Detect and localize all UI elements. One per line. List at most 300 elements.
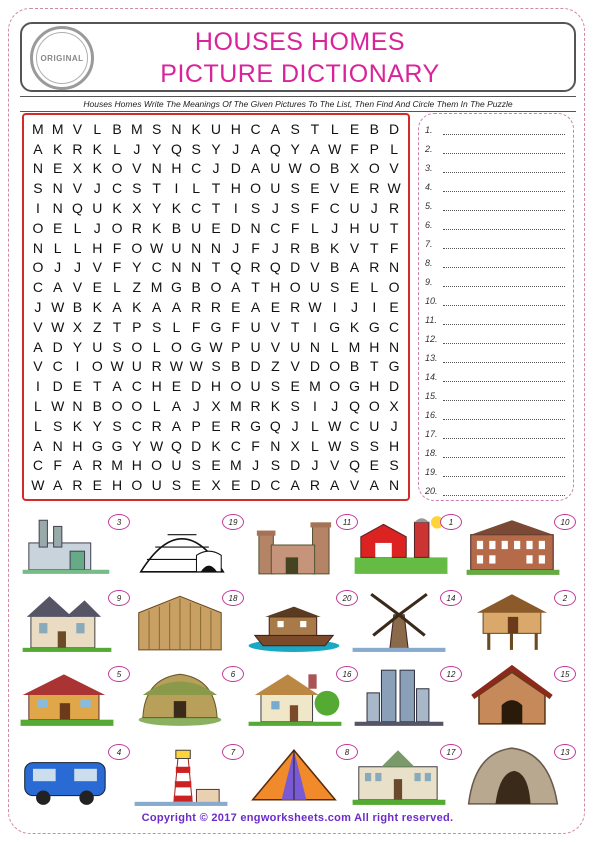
puzzle-letter[interactable]: S	[270, 378, 281, 395]
puzzle-letter[interactable]: A	[250, 298, 261, 315]
puzzle-letter[interactable]: Y	[151, 200, 162, 217]
puzzle-letter[interactable]: N	[151, 160, 162, 177]
puzzle-letter[interactable]: T	[211, 180, 221, 197]
puzzle-letter[interactable]: D	[52, 378, 63, 395]
puzzle-letter[interactable]: U	[250, 378, 261, 395]
puzzle-letter[interactable]: O	[368, 160, 380, 177]
puzzle-letter[interactable]: J	[291, 417, 299, 434]
puzzle-letter[interactable]: T	[310, 120, 320, 137]
puzzle-letter[interactable]: O	[151, 457, 163, 474]
puzzle-letter[interactable]: R	[250, 397, 261, 414]
puzzle-letter[interactable]: L	[390, 140, 398, 157]
puzzle-letter[interactable]: E	[369, 457, 379, 474]
puzzle-letter[interactable]: I	[35, 378, 40, 395]
puzzle-letter[interactable]: K	[171, 200, 182, 217]
puzzle-letter[interactable]: N	[270, 437, 281, 454]
puzzle-letter[interactable]: W	[110, 358, 124, 375]
puzzle-letter[interactable]: X	[389, 397, 399, 414]
puzzle-letter[interactable]: S	[211, 358, 221, 375]
puzzle-letter[interactable]: F	[290, 219, 300, 236]
puzzle-letter[interactable]: E	[72, 378, 83, 395]
puzzle-letter[interactable]: B	[310, 239, 320, 256]
puzzle-letter[interactable]: L	[53, 239, 62, 256]
puzzle-letter[interactable]: J	[73, 259, 81, 276]
puzzle-letter[interactable]: S	[33, 180, 43, 197]
puzzle-letter[interactable]: E	[211, 417, 221, 434]
puzzle-letter[interactable]: B	[330, 259, 340, 276]
puzzle-letter[interactable]: U	[151, 477, 162, 494]
puzzle-letter[interactable]: N	[72, 397, 83, 414]
puzzle-letter[interactable]: R	[389, 200, 400, 217]
puzzle-letter[interactable]: D	[230, 219, 241, 236]
puzzle-letter[interactable]: T	[152, 180, 161, 197]
puzzle-letter[interactable]: A	[270, 120, 281, 137]
puzzle-letter[interactable]: W	[150, 239, 164, 256]
puzzle-letter[interactable]: E	[270, 298, 281, 315]
puzzle-letter[interactable]: E	[92, 477, 102, 494]
puzzle-letter[interactable]: E	[171, 378, 182, 395]
puzzle-letter[interactable]: S	[171, 477, 182, 494]
puzzle-letter[interactable]: C	[151, 259, 162, 276]
puzzle-letter[interactable]: N	[309, 338, 320, 355]
puzzle-letter[interactable]: N	[32, 160, 43, 177]
answer-blank-line[interactable]	[443, 314, 565, 325]
puzzle-letter[interactable]: W	[51, 397, 65, 414]
answer-blank-line[interactable]	[443, 257, 565, 268]
puzzle-letter[interactable]: N	[389, 338, 400, 355]
puzzle-letter[interactable]: E	[389, 298, 399, 315]
puzzle-letter[interactable]: E	[310, 180, 320, 197]
puzzle-letter[interactable]: A	[290, 477, 300, 494]
answer-blank-line[interactable]	[443, 162, 565, 173]
puzzle-letter[interactable]: E	[191, 477, 201, 494]
puzzle-letter[interactable]: A	[33, 338, 43, 355]
puzzle-letter[interactable]: L	[192, 180, 201, 197]
puzzle-letter[interactable]: I	[312, 397, 317, 414]
puzzle-letter[interactable]: N	[389, 477, 400, 494]
puzzle-letter[interactable]: S	[290, 120, 300, 137]
puzzle-letter[interactable]: D	[230, 160, 241, 177]
puzzle-letter[interactable]: S	[330, 279, 340, 296]
puzzle-letter[interactable]: Y	[132, 437, 142, 454]
puzzle-letter[interactable]: R	[369, 259, 380, 276]
puzzle-letter[interactable]: Q	[170, 437, 182, 454]
answer-blank-line[interactable]	[443, 276, 565, 287]
puzzle-letter[interactable]: M	[309, 378, 321, 395]
puzzle-letter[interactable]: S	[191, 140, 201, 157]
puzzle-letter[interactable]: V	[310, 259, 320, 276]
puzzle-letter[interactable]: K	[330, 239, 340, 256]
puzzle-letter[interactable]: G	[210, 318, 222, 335]
puzzle-letter[interactable]: S	[389, 457, 399, 474]
puzzle-letter[interactable]: L	[93, 120, 102, 137]
puzzle-letter[interactable]: K	[112, 200, 122, 217]
puzzle-letter[interactable]: Q	[170, 140, 182, 157]
puzzle-letter[interactable]: S	[349, 437, 360, 454]
puzzle-letter[interactable]: T	[211, 259, 221, 276]
puzzle-letter[interactable]: U	[349, 200, 360, 217]
puzzle-letter[interactable]: U	[92, 338, 103, 355]
puzzle-letter[interactable]: O	[131, 477, 143, 494]
puzzle-letter[interactable]: W	[387, 180, 401, 197]
puzzle-letter[interactable]: O	[131, 239, 143, 256]
puzzle-letter[interactable]: E	[211, 219, 221, 236]
puzzle-letter[interactable]: P	[191, 417, 201, 434]
puzzle-letter[interactable]: E	[53, 160, 63, 177]
puzzle-letter[interactable]: R	[72, 477, 83, 494]
puzzle-letter[interactable]: E	[92, 279, 102, 296]
puzzle-letter[interactable]: H	[111, 477, 123, 494]
puzzle-letter[interactable]: U	[191, 219, 202, 236]
puzzle-letter[interactable]: U	[369, 417, 380, 434]
puzzle-letter[interactable]: N	[52, 437, 63, 454]
puzzle-letter[interactable]: J	[93, 180, 101, 197]
puzzle-letter[interactable]: X	[349, 160, 360, 177]
puzzle-letter[interactable]: H	[151, 378, 162, 395]
puzzle-letter[interactable]: S	[250, 200, 261, 217]
puzzle-letter[interactable]: R	[72, 140, 83, 157]
puzzle-letter[interactable]: C	[270, 219, 281, 236]
puzzle-letter[interactable]: T	[290, 318, 300, 335]
puzzle-letter[interactable]: Y	[151, 140, 162, 157]
puzzle-letter[interactable]: S	[191, 457, 201, 474]
puzzle-letter[interactable]: I	[372, 298, 377, 315]
puzzle-letter[interactable]: J	[331, 397, 339, 414]
puzzle-letter[interactable]: U	[309, 279, 320, 296]
puzzle-letter[interactable]: W	[51, 298, 65, 315]
puzzle-letter[interactable]: L	[330, 120, 339, 137]
puzzle-letter[interactable]: O	[131, 397, 143, 414]
puzzle-letter[interactable]: I	[332, 298, 337, 315]
puzzle-letter[interactable]: W	[209, 338, 223, 355]
puzzle-letter[interactable]: Q	[230, 259, 242, 276]
puzzle-letter[interactable]: B	[349, 358, 360, 375]
puzzle-letter[interactable]: X	[290, 437, 300, 454]
puzzle-letter[interactable]: A	[112, 378, 122, 395]
puzzle-letter[interactable]: O	[329, 358, 341, 375]
puzzle-letter[interactable]: M	[229, 397, 242, 414]
puzzle-letter[interactable]: U	[290, 338, 301, 355]
puzzle-letter[interactable]: W	[169, 358, 184, 375]
puzzle-letter[interactable]: A	[171, 298, 182, 315]
puzzle-letter[interactable]: N	[52, 200, 63, 217]
puzzle-letter[interactable]: O	[32, 219, 44, 236]
puzzle-letter[interactable]: F	[350, 140, 359, 157]
puzzle-letter[interactable]: I	[75, 358, 80, 375]
puzzle-letter[interactable]: E	[53, 219, 63, 236]
puzzle-letter[interactable]: W	[150, 437, 164, 454]
puzzle-letter[interactable]: J	[390, 417, 398, 434]
puzzle-letter[interactable]: N	[210, 239, 222, 256]
puzzle-letter[interactable]: O	[230, 378, 242, 395]
puzzle-letter[interactable]: V	[92, 259, 102, 276]
puzzle-letter[interactable]: K	[132, 298, 142, 315]
puzzle-letter[interactable]: C	[32, 457, 43, 474]
puzzle-letter[interactable]: O	[131, 338, 143, 355]
puzzle-letter[interactable]: K	[92, 298, 102, 315]
puzzle-letter[interactable]: U	[270, 180, 281, 197]
puzzle-letter[interactable]: O	[289, 279, 301, 296]
puzzle-letter[interactable]: L	[152, 397, 161, 414]
puzzle-letter[interactable]: C	[349, 417, 360, 434]
puzzle-letter[interactable]: N	[191, 259, 202, 276]
answer-blank-line[interactable]	[443, 181, 565, 192]
puzzle-letter[interactable]: J	[54, 259, 62, 276]
puzzle-letter[interactable]: A	[231, 279, 241, 296]
puzzle-letter[interactable]: L	[152, 338, 161, 355]
puzzle-letter[interactable]: H	[210, 378, 222, 395]
puzzle-letter[interactable]: U	[131, 358, 142, 375]
puzzle-letter[interactable]: A	[250, 140, 261, 157]
puzzle-letter[interactable]: V	[270, 318, 281, 335]
puzzle-letter[interactable]: H	[230, 180, 241, 197]
puzzle-letter[interactable]: R	[290, 298, 301, 315]
puzzle-letter[interactable]: A	[330, 477, 340, 494]
puzzle-letter[interactable]: Q	[269, 259, 281, 276]
puzzle-letter[interactable]: M	[111, 457, 123, 474]
puzzle-letter[interactable]: Y	[132, 259, 142, 276]
puzzle-letter[interactable]: V	[132, 160, 142, 177]
puzzle-letter[interactable]: D	[191, 437, 202, 454]
puzzle-letter[interactable]: A	[53, 477, 63, 494]
puzzle-letter[interactable]: B	[369, 120, 379, 137]
puzzle-letter[interactable]: A	[369, 477, 379, 494]
puzzle-letter[interactable]: D	[250, 358, 261, 375]
puzzle-letter[interactable]: P	[369, 140, 379, 157]
puzzle-letter[interactable]: D	[290, 259, 301, 276]
puzzle-letter[interactable]: A	[349, 259, 360, 276]
puzzle-letter[interactable]: L	[330, 338, 339, 355]
puzzle-letter[interactable]: H	[92, 239, 103, 256]
puzzle-letter[interactable]: A	[33, 140, 43, 157]
puzzle-letter[interactable]: S	[132, 180, 142, 197]
puzzle-letter[interactable]: V	[389, 160, 399, 177]
puzzle-letter[interactable]: A	[171, 397, 182, 414]
puzzle-letter[interactable]: I	[233, 200, 238, 217]
puzzle-letter[interactable]: L	[311, 219, 319, 236]
puzzle-letter[interactable]: R	[290, 239, 301, 256]
puzzle-letter[interactable]: G	[111, 437, 123, 454]
puzzle-letter[interactable]: K	[191, 120, 201, 137]
answer-blank-line[interactable]	[443, 447, 565, 458]
puzzle-letter[interactable]: L	[172, 318, 181, 335]
puzzle-letter[interactable]: U	[250, 338, 261, 355]
puzzle-letter[interactable]: A	[250, 160, 261, 177]
puzzle-letter[interactable]: Q	[269, 417, 281, 434]
puzzle-letter[interactable]: M	[150, 279, 163, 296]
puzzle-letter[interactable]: F	[112, 259, 122, 276]
answer-blank-line[interactable]	[443, 238, 565, 249]
puzzle-letter[interactable]: L	[33, 417, 42, 434]
puzzle-letter[interactable]: T	[370, 239, 379, 256]
puzzle-letter[interactable]: D	[389, 120, 400, 137]
puzzle-letter[interactable]: K	[92, 160, 102, 177]
puzzle-letter[interactable]: F	[191, 318, 201, 335]
answer-blank-line[interactable]	[443, 371, 565, 382]
puzzle-letter[interactable]: B	[171, 219, 182, 236]
puzzle-letter[interactable]: D	[52, 338, 63, 355]
puzzle-letter[interactable]: B	[112, 120, 122, 137]
puzzle-letter[interactable]: P	[132, 318, 142, 335]
puzzle-letter[interactable]: O	[170, 338, 182, 355]
puzzle-letter[interactable]: R	[151, 358, 162, 375]
puzzle-letter[interactable]: F	[251, 437, 260, 454]
puzzle-letter[interactable]: J	[351, 298, 359, 315]
puzzle-letter[interactable]: R	[210, 298, 222, 315]
puzzle-letter[interactable]: G	[368, 318, 380, 335]
answer-blank-line[interactable]	[443, 485, 565, 496]
puzzle-letter[interactable]: A	[310, 140, 320, 157]
answer-blank-line[interactable]	[443, 295, 565, 306]
puzzle-letter[interactable]: V	[72, 180, 83, 197]
puzzle-letter[interactable]: D	[250, 477, 261, 494]
puzzle-letter[interactable]: E	[349, 120, 360, 137]
puzzle-letter[interactable]: H	[369, 378, 380, 395]
puzzle-letter[interactable]: F	[112, 239, 122, 256]
puzzle-letter[interactable]: J	[93, 219, 101, 236]
puzzle-letter[interactable]: I	[35, 200, 40, 217]
puzzle-letter[interactable]: J	[34, 298, 42, 315]
puzzle-letter[interactable]: O	[210, 279, 222, 296]
puzzle-letter[interactable]: M	[131, 120, 143, 137]
puzzle-letter[interactable]: D	[290, 457, 301, 474]
puzzle-letter[interactable]: M	[32, 120, 44, 137]
puzzle-letter[interactable]: R	[309, 477, 320, 494]
puzzle-letter[interactable]: O	[111, 219, 123, 236]
puzzle-letter[interactable]: R	[151, 417, 162, 434]
puzzle-letter[interactable]: N	[32, 239, 43, 256]
puzzle-letter[interactable]: E	[231, 298, 241, 315]
puzzle-letter[interactable]: F	[53, 457, 62, 474]
puzzle-letter[interactable]: T	[92, 378, 102, 395]
puzzle-letter[interactable]: R	[230, 417, 241, 434]
puzzle-letter[interactable]: J	[271, 239, 279, 256]
puzzle-letter[interactable]: X	[211, 477, 221, 494]
puzzle-letter[interactable]: V	[330, 457, 340, 474]
puzzle-letter[interactable]: W	[51, 318, 65, 335]
puzzle-letter[interactable]: J	[271, 200, 279, 217]
answer-blank-line[interactable]	[443, 428, 565, 439]
puzzle-letter[interactable]: E	[231, 477, 241, 494]
puzzle-letter[interactable]: T	[211, 200, 221, 217]
puzzle-letter[interactable]: S	[151, 120, 162, 137]
puzzle-letter[interactable]: V	[72, 120, 83, 137]
puzzle-letter[interactable]: X	[132, 200, 142, 217]
puzzle-letter[interactable]: F	[231, 318, 241, 335]
puzzle-letter[interactable]: G	[250, 417, 262, 434]
puzzle-letter[interactable]: U	[92, 200, 103, 217]
puzzle-letter[interactable]: C	[131, 417, 142, 434]
puzzle-letter[interactable]: Y	[92, 417, 102, 434]
puzzle-letter[interactable]: H	[72, 437, 83, 454]
puzzle-letter[interactable]: E	[290, 378, 300, 395]
puzzle-letter[interactable]: B	[330, 160, 340, 177]
puzzle-letter[interactable]: U	[369, 219, 380, 236]
puzzle-letter[interactable]: Q	[72, 200, 83, 217]
puzzle-letter[interactable]: K	[92, 140, 102, 157]
puzzle-letter[interactable]: U	[171, 457, 182, 474]
puzzle-letter[interactable]: C	[191, 200, 202, 217]
puzzle-letter[interactable]: L	[33, 397, 42, 414]
puzzle-letter[interactable]: J	[252, 457, 260, 474]
puzzle-letter[interactable]: Q	[349, 457, 360, 474]
puzzle-letter[interactable]: V	[290, 358, 300, 375]
puzzle-letter[interactable]: U	[250, 318, 261, 335]
puzzle-letter[interactable]: L	[73, 239, 82, 256]
puzzle-letter[interactable]: C	[329, 200, 340, 217]
puzzle-letter[interactable]: V	[72, 279, 83, 296]
puzzle-letter[interactable]: T	[251, 279, 260, 296]
puzzle-letter[interactable]: D	[309, 358, 320, 375]
puzzle-letter[interactable]: J	[232, 140, 240, 157]
puzzle-letter[interactable]: V	[33, 358, 43, 375]
answer-blank-line[interactable]	[443, 143, 565, 154]
puzzle-letter[interactable]: A	[72, 457, 83, 474]
puzzle-letter[interactable]: G	[388, 358, 400, 375]
puzzle-letter[interactable]: N	[250, 219, 261, 236]
puzzle-letter[interactable]: V	[349, 477, 360, 494]
puzzle-letter[interactable]: Y	[72, 338, 83, 355]
puzzle-letter[interactable]: R	[191, 298, 202, 315]
puzzle-letter[interactable]: N	[389, 259, 400, 276]
puzzle-letter[interactable]: V	[330, 180, 340, 197]
puzzle-letter[interactable]: V	[349, 239, 360, 256]
answer-blank-line[interactable]	[443, 352, 565, 363]
puzzle-letter[interactable]: W	[288, 160, 302, 177]
puzzle-letter[interactable]: W	[31, 477, 45, 494]
puzzle-letter[interactable]: N	[52, 180, 63, 197]
puzzle-letter[interactable]: O	[388, 279, 400, 296]
puzzle-letter[interactable]: X	[72, 318, 83, 335]
puzzle-letter[interactable]: A	[151, 298, 162, 315]
puzzle-letter[interactable]: B	[92, 397, 102, 414]
puzzle-letter[interactable]: W	[328, 140, 342, 157]
puzzle-letter[interactable]: L	[311, 417, 319, 434]
puzzle-letter[interactable]: M	[51, 120, 64, 137]
puzzle-letter[interactable]: S	[53, 417, 63, 434]
puzzle-letter[interactable]: P	[231, 338, 241, 355]
answer-blank-line[interactable]	[443, 390, 565, 401]
puzzle-letter[interactable]: E	[211, 457, 221, 474]
puzzle-letter[interactable]: H	[389, 437, 400, 454]
puzzle-letter[interactable]: O	[111, 160, 123, 177]
puzzle-letter[interactable]: C	[52, 358, 63, 375]
puzzle-letter[interactable]: T	[389, 219, 399, 236]
puzzle-letter[interactable]: R	[92, 457, 103, 474]
puzzle-letter[interactable]: J	[192, 397, 200, 414]
puzzle-letter[interactable]: G	[190, 338, 202, 355]
puzzle-letter[interactable]: H	[131, 457, 142, 474]
puzzle-letter[interactable]: J	[133, 140, 141, 157]
puzzle-letter[interactable]: S	[290, 200, 300, 217]
puzzle-letter[interactable]: S	[369, 437, 379, 454]
puzzle-letter[interactable]: F	[251, 239, 260, 256]
answer-blank-line[interactable]	[443, 200, 565, 211]
puzzle-letter[interactable]: S	[112, 417, 122, 434]
puzzle-letter[interactable]: A	[171, 417, 182, 434]
puzzle-letter[interactable]: A	[53, 279, 63, 296]
puzzle-letter[interactable]: C	[230, 437, 241, 454]
puzzle-letter[interactable]: B	[72, 298, 83, 315]
puzzle-letter[interactable]: J	[311, 457, 319, 474]
puzzle-letter[interactable]: W	[328, 417, 342, 434]
puzzle-letter[interactable]: W	[328, 437, 342, 454]
answer-blank-line[interactable]	[443, 409, 565, 420]
puzzle-letter[interactable]: K	[53, 140, 63, 157]
puzzle-letter[interactable]: X	[72, 160, 83, 177]
answer-blank-line[interactable]	[443, 219, 565, 230]
puzzle-letter[interactable]: R	[250, 259, 261, 276]
